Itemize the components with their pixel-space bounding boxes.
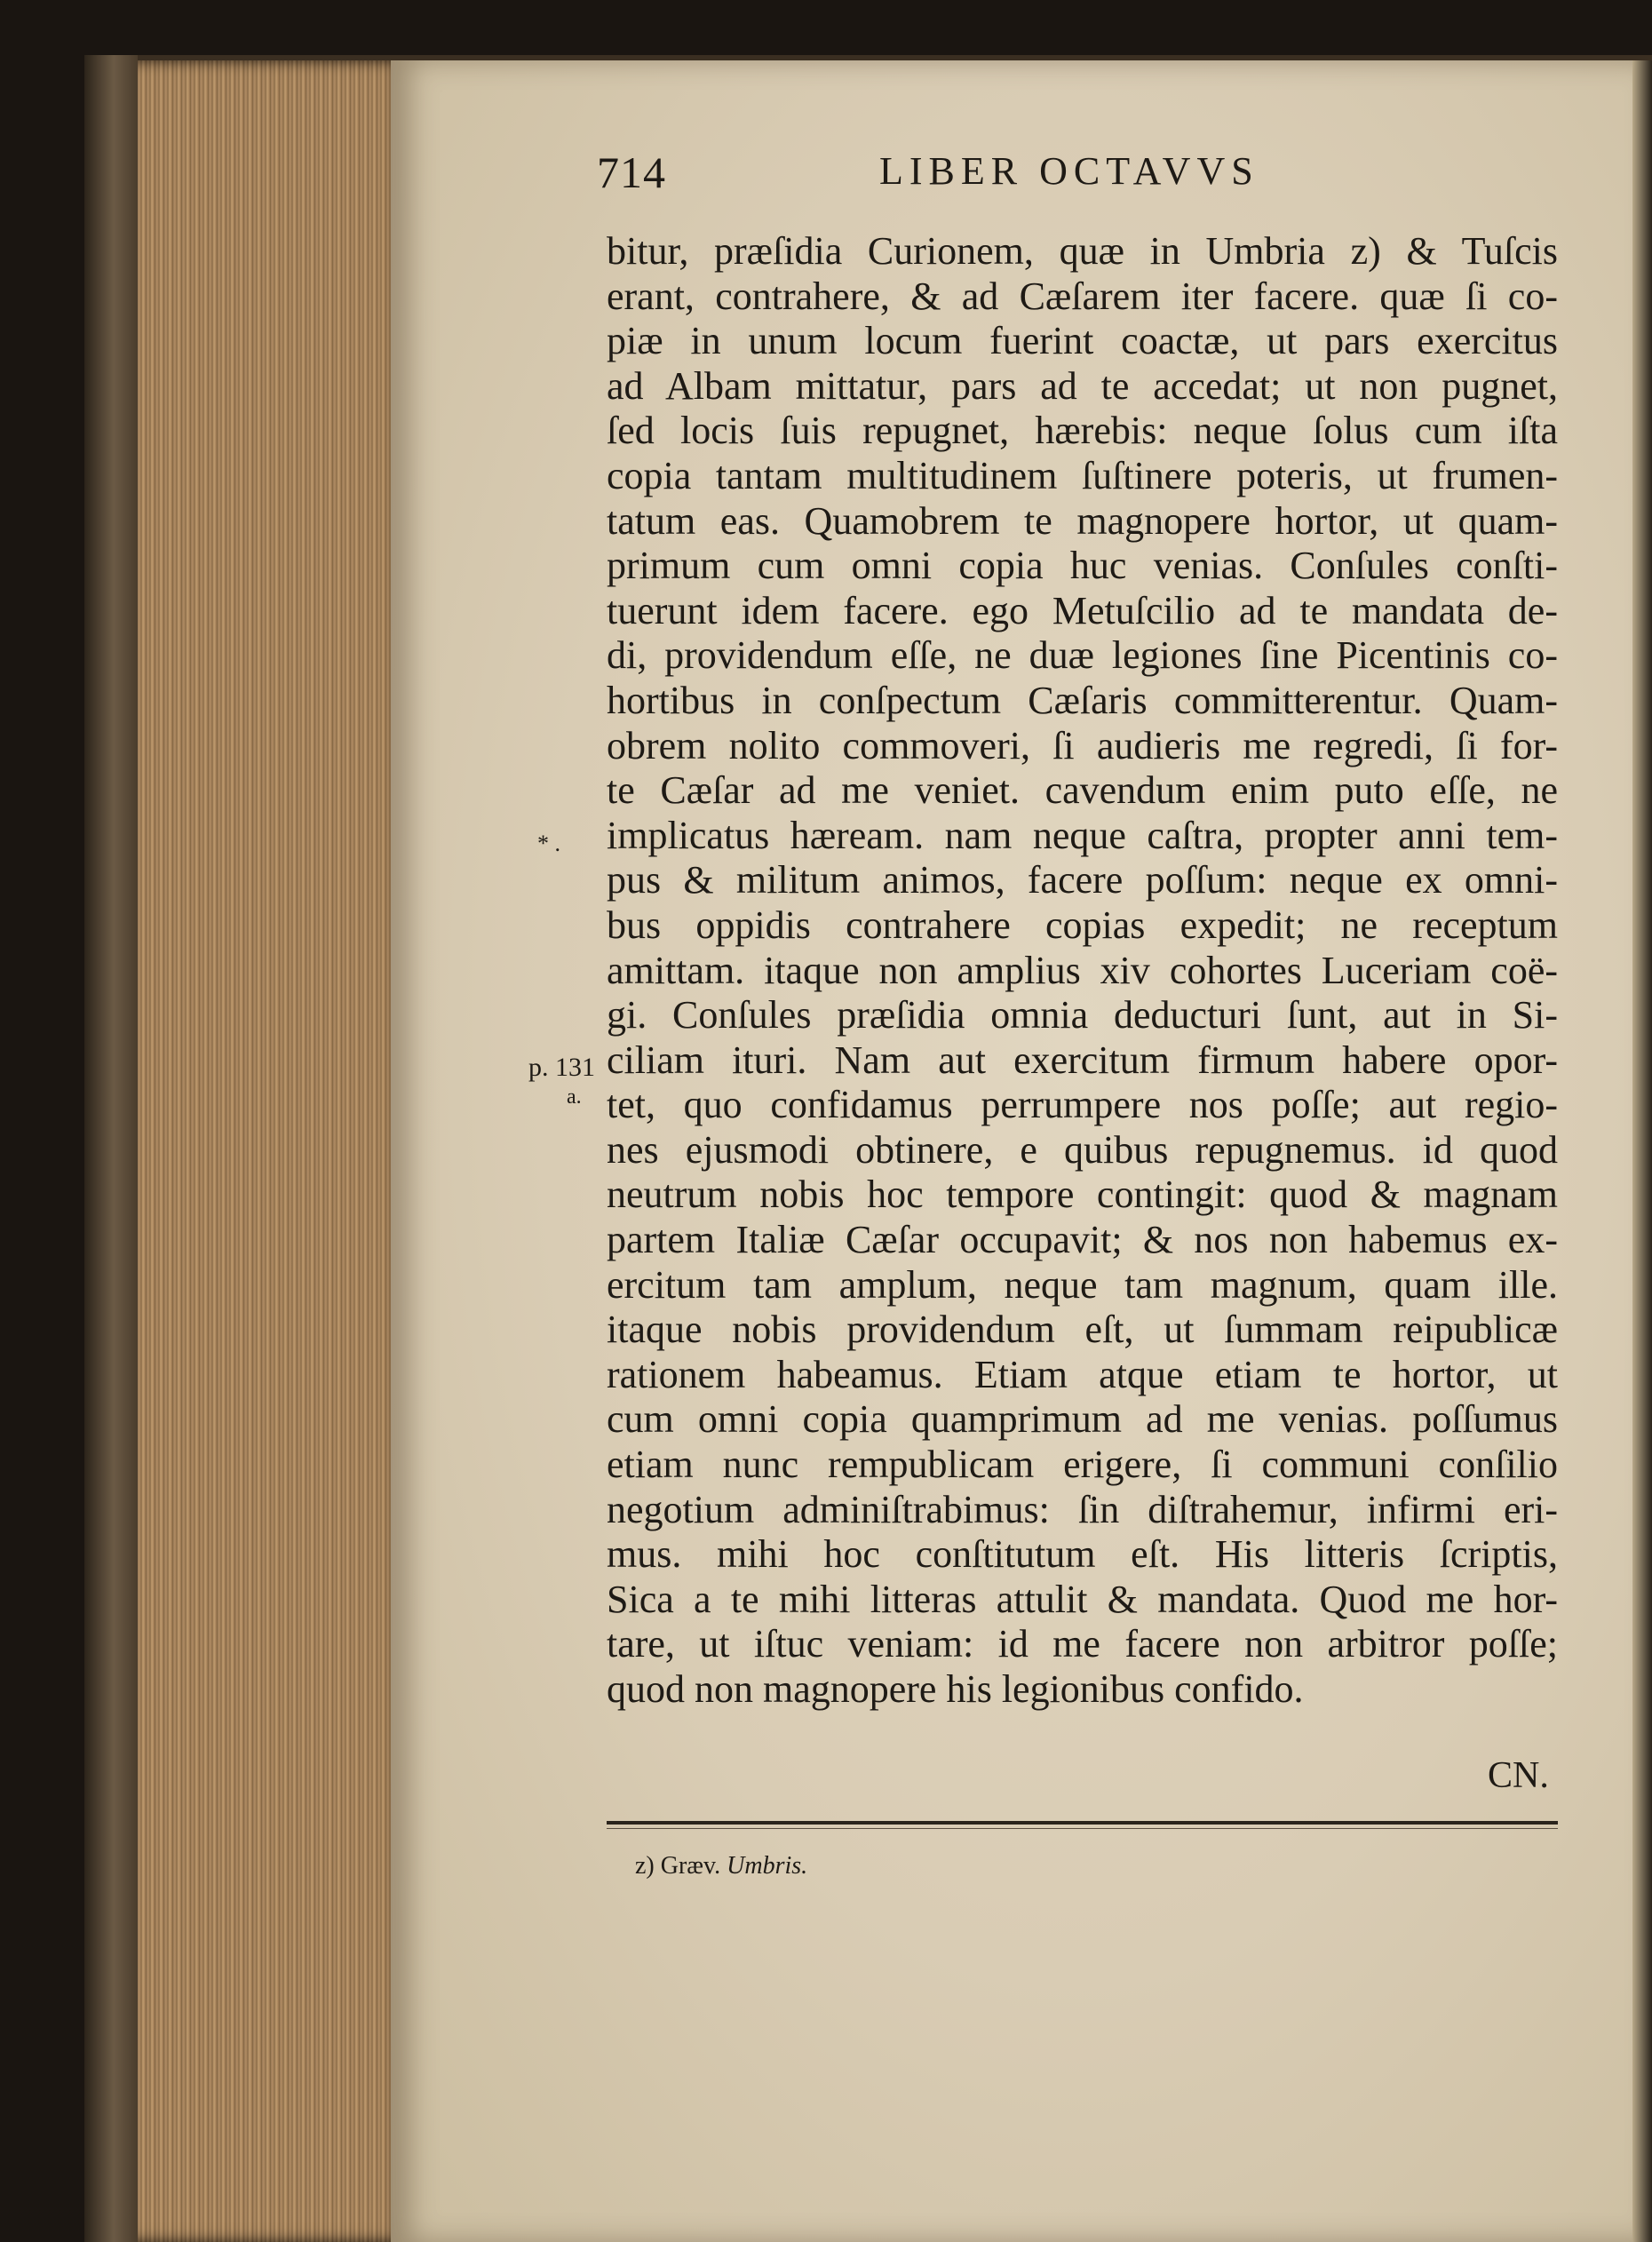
text-line: cum omni copia quamprimum ad me venias. poſſumus <box>607 1397 1558 1442</box>
footnote-text: Umbris. <box>727 1852 808 1880</box>
catchword: CN. <box>1488 1755 1549 1796</box>
text-line: amittam. itaque non amplius xiv cohortes Luceriam coë- <box>607 948 1558 992</box>
text-line: tare, ut iſtuc veniam: id me facere non arbitror poſſe; <box>607 1622 1558 1666</box>
text-line: implicatus hæream. nam neque caſtra, propter anni tem- <box>607 813 1558 857</box>
text-line: di, providendum eſſe, ne duæ legiones ſine Picentinis co- <box>607 633 1558 678</box>
text-line: quod non magnopere his legionibus confido. <box>607 1667 1304 1711</box>
text-line: gi. Conſules præſidia omnia deducturi ſunt, aut in Si- <box>607 993 1558 1038</box>
text-line: erant, contrahere, & ad Cæſarem iter facere. quæ ſi co- <box>607 274 1558 318</box>
text-line: mus. mihi hoc conſtitutum eſt. His litteris ſcriptis, <box>607 1532 1558 1577</box>
text-line: piæ in unum locum fuerint coactæ, ut pars exercitus <box>607 319 1558 363</box>
margin-page-reference-sub: a. <box>567 1085 582 1109</box>
text-line: bitur, præſidia Curionem, quæ in Umbria z) & Tuſcis <box>607 229 1558 273</box>
text-line: primum cum omni copia huc venias. Conſules conſti- <box>607 544 1558 588</box>
page-gutter-shadow <box>1632 60 1652 2242</box>
footnote-marker: z) Græv. <box>635 1852 721 1880</box>
text-line: rationem habeamus. Etiam atque etiam te hortor, ut <box>607 1352 1558 1396</box>
running-head <box>597 147 1565 209</box>
text-line: copia tantam multitudinem ſuſtinere poteris, ut frumen- <box>607 453 1558 497</box>
body-text <box>607 229 1558 1713</box>
text-line: ercitum tam amplum, neque tam magnum, quam ille. <box>607 1262 1558 1307</box>
book-cover-edge <box>84 55 138 2242</box>
margin-mark: * . <box>537 831 560 856</box>
text-line: obrem nolito commoveri, ſi audieris me regredi, ſi for- <box>607 723 1558 767</box>
text-line: tet, quo confidamus perrumpere nos poſſe; aut regio- <box>607 1083 1558 1127</box>
text-line: etiam nunc rempublicam erigere, ſi communi conſilio <box>607 1443 1558 1487</box>
text-line: hortibus in conſpectum Cæſaris committerentur. Quam- <box>607 678 1558 722</box>
footnote-rule <box>607 1821 1558 1825</box>
text-line: te Cæſar ad me veniet. cavendum enim puto eſſe, ne <box>607 768 1558 813</box>
page-number: 714 <box>597 147 666 197</box>
text-line: partem Italiæ Cæſar occupavit; & nos non habemus ex- <box>607 1218 1558 1262</box>
running-title: LIBER OCTAVVS <box>879 149 1259 193</box>
text-line: tatum eas. Quamobrem te magnopere hortor, ut quam- <box>607 498 1558 543</box>
text-line: Sica a te mihi litteras attulit & mandata. Quod me hor- <box>607 1577 1558 1621</box>
footnote-rule-thin <box>607 1828 1558 1829</box>
text-line: bus oppidis contrahere copias expedit; ne receptum <box>607 902 1558 947</box>
text-line: ſed locis ſuis repugnet, hærebis: neque ſolus cum iſta <box>607 409 1558 453</box>
footnote <box>635 1852 807 1880</box>
text-line: nes ejusmodi obtinere, e quibus repugnemus. id quod <box>607 1127 1558 1172</box>
margin-page-reference: p. 131 <box>528 1053 595 1082</box>
text-line: negotium adminiſtrabimus: ſin diſtrahemur, infirmi eri- <box>607 1487 1558 1531</box>
text-line: ciliam ituri. Nam aut exercitum firmum habere opor- <box>607 1038 1558 1082</box>
text-line: ad Albam mittatur, pars ad te accedat; ut non pugnet, <box>607 363 1558 408</box>
text-line: itaque nobis providendum eſt, ut ſummam reipublicæ <box>607 1308 1558 1352</box>
text-line: tuerunt idem facere. ego Metuſcilio ad te mandata de- <box>607 588 1558 632</box>
text-line: neutrum nobis hoc tempore contingit: quod & magnam <box>607 1173 1558 1217</box>
text-line: pus & militum animos, facere poſſum: neque ex omni- <box>607 858 1558 902</box>
